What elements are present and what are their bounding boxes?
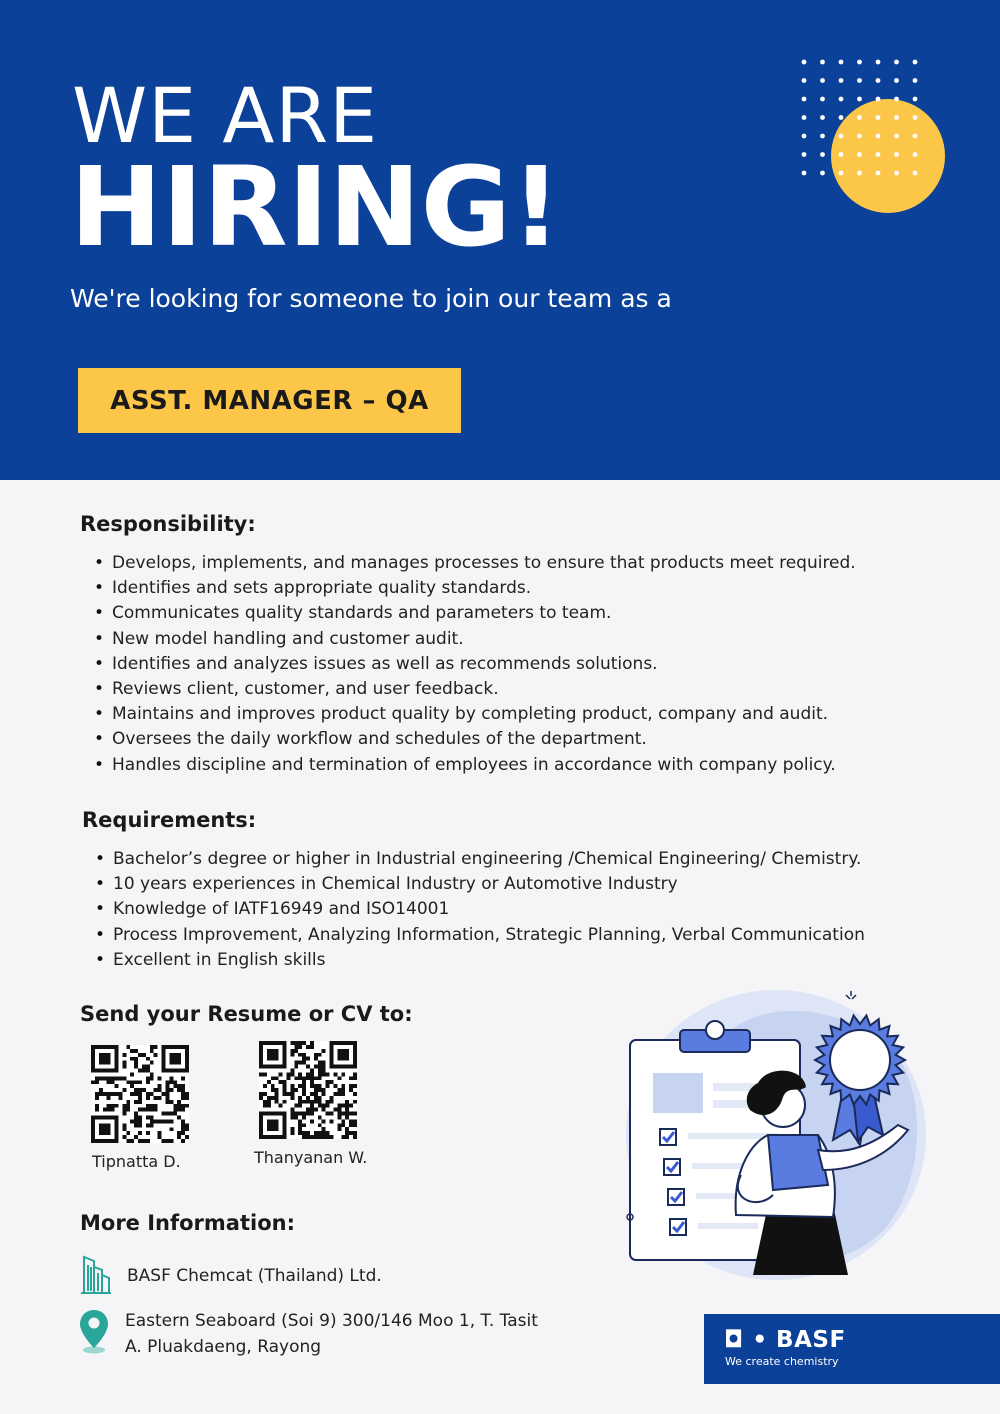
qr-label-thanyanan: Thanyanan W. [254, 1148, 368, 1167]
list-item: • Maintains and improves product quality by completing product, company and audit. [90, 702, 856, 727]
send-resume-heading: Send your Resume or CV to: [80, 1002, 413, 1026]
list-item: • 10 years experiences in Chemical Industry or Automotive Industry [91, 872, 865, 897]
quality-checklist-illustration [618, 985, 928, 1295]
job-title-badge: ASST. MANAGER – QA [78, 368, 461, 433]
list-item: • Handles discipline and termination of employees in accordance with company policy. [90, 753, 856, 778]
hero-heading-hiring: HIRING! [70, 143, 562, 271]
address-line-1: Eastern Seaboard (Soi 9) 300/146 Moo 1, T. Tasit [125, 1311, 538, 1331]
requirements-list [91, 847, 865, 973]
list-item: • Reviews client, customer, and user feedback. [90, 677, 856, 702]
list-item: • Communicates quality standards and parameters to team. [90, 601, 856, 626]
company-name: BASF Chemcat (Thailand) Ltd. [127, 1266, 382, 1286]
qr-code-thanyanan[interactable] [259, 1041, 357, 1139]
qr-label-tipnatta: Tipnatta D. [92, 1152, 181, 1171]
basf-logo-block [704, 1314, 1000, 1384]
list-item: • Knowledge of IATF16949 and ISO14001 [91, 897, 865, 922]
requirements-heading: Requirements: [82, 808, 257, 832]
address-line-2: A. Pluakdaeng, Rayong [125, 1337, 322, 1357]
list-item: • Excellent in English skills [91, 948, 865, 973]
building-icon [80, 1253, 112, 1295]
responsibility-list [90, 551, 856, 778]
hero-heading-we-are: WE ARE [72, 71, 379, 160]
dot-circle-decoration [790, 50, 960, 220]
list-item: • Process Improvement, Analyzing Information, Strategic Planning, Verbal Communication [91, 923, 865, 948]
more-info-heading: More Information: [80, 1211, 295, 1235]
basf-logo: ◘ • BASF [724, 1327, 846, 1353]
address-row [76, 1308, 538, 1360]
basf-tagline: We create chemistry [725, 1355, 839, 1368]
hero-subtitle: We're looking for someone to join our team as a [70, 284, 672, 313]
list-item: • Identifies and analyzes issues as well as recommends solutions. [90, 652, 856, 677]
location-pin-icon [77, 1308, 111, 1356]
hero-banner [0, 0, 1000, 480]
qr-code-tipnatta[interactable] [91, 1045, 189, 1143]
list-item: • Develops, implements, and manages processes to ensure that products meet required. [90, 551, 856, 576]
list-item: • Bachelor’s degree or higher in Industrial engineering /Chemical Engineering/ Chemistry. [91, 847, 865, 872]
responsibility-heading: Responsibility: [80, 512, 256, 536]
list-item: • New model handling and customer audit. [90, 627, 856, 652]
company-row [78, 1253, 382, 1295]
list-item: • Oversees the daily workflow and schedules of the department. [90, 727, 856, 752]
list-item: • Identifies and sets appropriate quality standards. [90, 576, 856, 601]
